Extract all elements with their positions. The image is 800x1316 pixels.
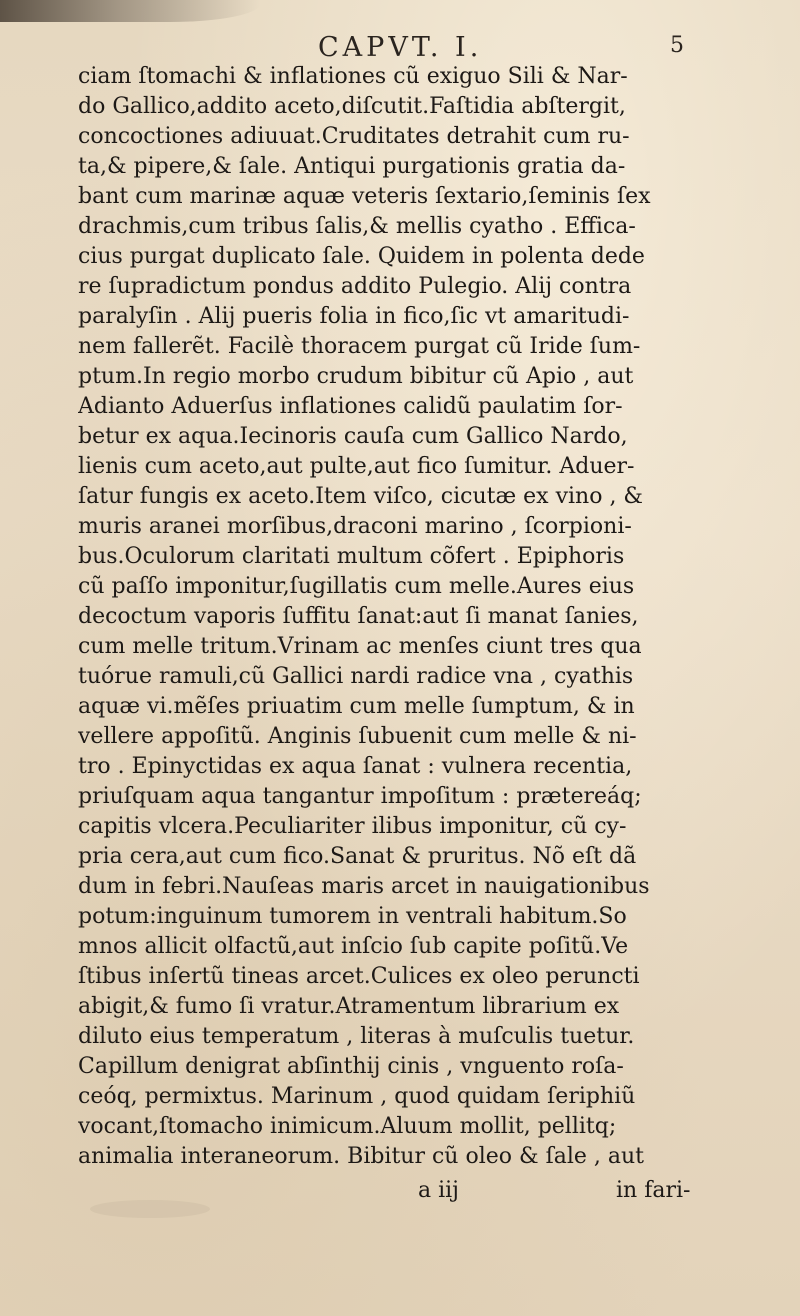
text-line: mnos allicit olfactũ,aut inſcio ſub capite poſitũ.Ve bbox=[78, 934, 629, 959]
text-line: cum melle tritum.Vrinam ac menſes ciunt tres qua bbox=[78, 634, 642, 659]
text-line: vocant,ſtomacho inimicum.Aluum mollit, pellitq; bbox=[78, 1114, 617, 1139]
text-line: Adianto Aduerſus inflationes calidũ paulatim ſor- bbox=[78, 394, 623, 419]
text-line: do Gallico,addito aceto,diſcutit.Faſtidia abſtergit, bbox=[78, 94, 626, 119]
text-line: animalia interaneorum. Bibitur cũ oleo & ſale , aut bbox=[78, 1144, 645, 1169]
text-line: cius purgat duplicato ſale. Quidem in polenta dede bbox=[78, 244, 645, 269]
text-line: nem fallerẽt. Facilè thoracem purgat cũ Iride ſum- bbox=[78, 334, 641, 359]
signature-mark: a iij bbox=[418, 1178, 460, 1203]
text-line: aquæ vi.mẽſes priuatim cum melle ſumptum, & in bbox=[78, 694, 635, 719]
text-line: bus.Oculorum claritati multum cõfert . Epiphoris bbox=[78, 544, 625, 569]
text-line: betur ex aqua.Iecinoris cauſa cum Gallico Nardo, bbox=[78, 424, 628, 449]
text-line: tro . Epinyctidas ex aqua ſanat : vulnera recentia, bbox=[78, 754, 633, 779]
text-block bbox=[78, 62, 728, 1192]
text-line: muris aranei morſibus,draconi marino , ſcorpioni- bbox=[78, 514, 632, 539]
text-line: ſtibus inſertũ tineas arcet.Culices ex oleo peruncti bbox=[78, 964, 640, 989]
text-line: priuſquam aqua tangantur impoſitum : prætereáq; bbox=[78, 784, 642, 809]
page-number: 5 bbox=[670, 33, 684, 58]
text-line: ciam ſtomachi & inflationes cũ exiguo Sili & Nar- bbox=[78, 64, 628, 89]
text-line: abigit,& fumo ſi vratur.Atramentum librarium ex bbox=[78, 994, 620, 1019]
text-line: concoctiones adiuuat.Cruditates detrahit cum ru- bbox=[78, 124, 630, 149]
text-line: lienis cum aceto,aut pulte,aut fico ſumitur. Aduer- bbox=[78, 454, 635, 479]
paper-smudge bbox=[90, 1200, 210, 1218]
page-header bbox=[60, 30, 740, 66]
text-line: ceóq, permixtus. Marinum , quod quidam ſeriphiũ bbox=[78, 1084, 636, 1109]
running-head: CAPVT. I. bbox=[318, 32, 483, 63]
catchword: in fari- bbox=[616, 1178, 691, 1203]
text-line: potum:inguinum tumorem in ventrali habitum.So bbox=[78, 904, 627, 929]
text-line: ptum.In regio morbo crudum bibitur cũ Apio , aut bbox=[78, 364, 634, 389]
text-line: drachmis,cum tribus ſalis,& mellis cyatho . Effica- bbox=[78, 214, 636, 239]
text-line: paralyſin . Alij pueris folia in fico,ſic vt amaritudi- bbox=[78, 304, 630, 329]
text-line: bant cum marinæ aquæ veteris ſextario,ſeminis ſex bbox=[78, 184, 651, 209]
text-line: diluto eius temperatum , literas à muſculis tuetur. bbox=[78, 1024, 635, 1049]
text-line: decoctum vaporis ſuffitu ſanat:aut ſi manat ſanies, bbox=[78, 604, 639, 629]
text-line: ſatur fungis ex aceto.Item viſco, cicutæ ex vino , & bbox=[78, 484, 644, 509]
text-line: ta,& pipere,& ſale. Antiqui purgationis gratia da- bbox=[78, 154, 626, 179]
text-line: dum in febri.Nauſeas maris arcet in nauigationibus bbox=[78, 874, 650, 899]
text-line: cũ paſſo imponitur,ſugillatis cum melle.Aures eius bbox=[78, 574, 635, 599]
binding-stain bbox=[0, 0, 260, 22]
text-line: re ſupradictum pondus addito Pulegio. Alij contra bbox=[78, 274, 632, 299]
text-line: capitis vlcera.Peculiariter ilibus imponitur, cũ cy- bbox=[78, 814, 627, 839]
text-line: vellere appoſitũ. Anginis ſubuenit cum melle & ni- bbox=[78, 724, 637, 749]
text-line: pria cera,aut cum fico.Sanat & pruritus. Nõ eſt dã bbox=[78, 844, 637, 869]
text-line: tuórue ramuli,cũ Gallici nardi radice vna , cyathis bbox=[78, 664, 634, 689]
text-line: Capillum denigrat abſinthij cinis , vnguento roſa- bbox=[78, 1054, 624, 1079]
